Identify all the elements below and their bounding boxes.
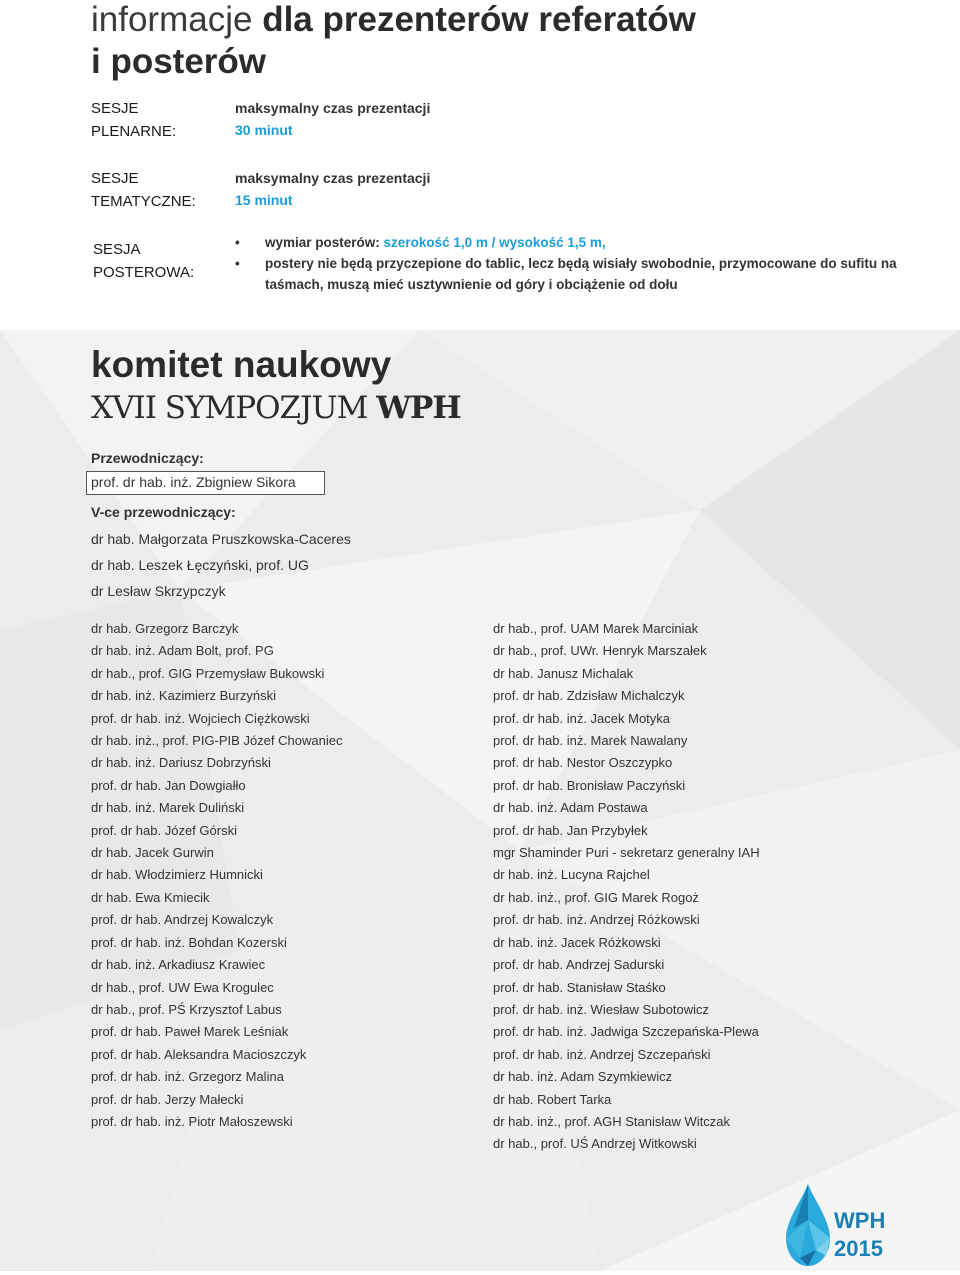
page-title-line2: i posterów: [91, 42, 267, 81]
symposium-title: XVII SYMPOZJUM WPH: [91, 390, 461, 426]
committee-title: komitet naukowy: [91, 344, 392, 385]
logo-text: WPH: [834, 1208, 886, 1233]
plenary-session-label: SESJE PLENARNE:: [91, 100, 177, 140]
list-item: dr hab., prof. UAM Marek Marciniak: [493, 621, 699, 636]
list-item: dr hab. Robert Tarka: [493, 1091, 612, 1107]
list-item: dr hab. inż. Lucyna Rajchel: [493, 867, 650, 883]
bullet-icon: •: [235, 256, 240, 271]
chair-label: Przewodniczący:: [91, 450, 204, 466]
list-item: prof. dr hab. Stanisław Staśko: [493, 979, 666, 995]
list-item: prof. dr hab. inż. Jacek Motyka: [493, 710, 671, 726]
list-item: prof. dr hab. Zdzisław Michalczyk: [493, 688, 685, 704]
list-item: prof. dr hab. inż. Marek Nawalany: [493, 733, 688, 749]
list-item: dr hab. Małgorzata Pruszkowska-Caceres: [91, 531, 351, 547]
thematic-session-label: SESJE TEMATYCZNE:: [91, 170, 196, 210]
members-list-right: [493, 618, 760, 1156]
list-item: dr hab., prof. GIG Przemysław Bukowski: [91, 665, 325, 681]
list-item: dr hab. inż. Marek Duliński: [91, 800, 245, 816]
list-item: • postery nie będą przyczepione do tablic, lecz będą wisiały swobodnie, przymocowane do sufitu na taśmach, muszą mieć usztywnienie od góry i obciążenie od dołu: [235, 253, 935, 295]
list-item: prof. dr hab. Jan Dowgiałło: [91, 777, 246, 793]
list-item: dr hab., prof. UWr. Henryk Marszałek: [493, 643, 707, 659]
members-list-left: [91, 618, 342, 1133]
list-item: prof. dr hab. Jan Przybyłek: [493, 822, 648, 838]
list-item: dr hab. Grzegorz Barczyk: [91, 621, 239, 636]
list-item: prof. dr hab. Paweł Marek Leśniak: [91, 1024, 289, 1040]
list-item: dr hab. Włodzimierz Humnicki: [91, 867, 263, 883]
water-drop-icon: [780, 1180, 890, 1270]
list-item: dr hab. inż. Jacek Różkowski: [493, 934, 661, 950]
vice-chair-label: V-ce przewodniczący:: [91, 504, 236, 520]
logo-year: 2015: [834, 1236, 883, 1261]
vice-chair-list: [91, 526, 351, 604]
bullet-icon: •: [235, 235, 240, 250]
list-item: prof. dr hab. inż. Andrzej Szczepański: [493, 1046, 711, 1062]
list-item: prof. dr hab. Aleksandra Macioszczyk: [91, 1046, 307, 1062]
list-item: dr hab. inż. Dariusz Dobrzyński: [91, 755, 271, 771]
poster-session-label: SESJA POSTEROWA:: [93, 241, 195, 281]
list-item: prof. dr hab. Nestor Oszczypko: [493, 755, 673, 771]
list-item: • wymiar posterów: szerokość 1,0 m / wysokość 1,5 m,: [235, 232, 935, 253]
list-item: prof. dr hab. Józef Górski: [91, 822, 237, 838]
list-item: dr hab. Leszek Łęczyński, prof. UG: [91, 557, 309, 573]
list-item: prof. dr hab. inż. Grzegorz Malina: [91, 1069, 284, 1085]
list-item: dr hab. inż. Arkadiusz Krawiec: [91, 957, 266, 973]
list-item: prof. dr hab. inż. Jadwiga Szczepańska-Plewa: [493, 1024, 759, 1040]
title-light: informacje: [91, 0, 253, 39]
chair-name: prof. dr hab. inż. Zbigniew Sikora: [91, 474, 296, 490]
thematic-session-time: 15 minut: [235, 192, 293, 208]
list-item: dr hab., prof. PŚ Krzysztof Labus: [91, 1001, 282, 1017]
wph-logo: [780, 1180, 890, 1270]
poster-session-rules: [235, 232, 935, 295]
list-item: prof. dr hab. inż. Wiesław Subotowicz: [493, 1001, 710, 1017]
plenary-session-time: 30 minut: [235, 122, 293, 138]
list-item: mgr Shaminder Puri - sekretarz generalny IAH: [493, 845, 760, 861]
list-item: dr hab. Janusz Michalak: [493, 665, 634, 681]
page-title: [91, 0, 696, 40]
list-item: prof. dr hab. inż. Piotr Małoszewski: [91, 1113, 293, 1129]
list-item: dr hab. inż., prof. AGH Stanisław Witczak: [493, 1113, 730, 1129]
list-item: dr hab., prof. UŚ Andrzej Witkowski: [493, 1136, 697, 1152]
list-item: dr hab. inż. Adam Bolt, prof. PG: [91, 643, 274, 659]
list-item: prof. dr hab. Andrzej Sadurski: [493, 957, 665, 973]
plenary-session-info: maksymalny czas prezentacji 30 minut: [235, 97, 430, 141]
title-bold: dla prezenterów referatów: [262, 0, 696, 39]
list-item: dr hab. inż. Adam Postawa: [493, 800, 648, 816]
list-item: dr Lesław Skrzypczyk: [91, 583, 226, 599]
list-item: prof. dr hab. inż. Andrzej Różkowski: [493, 912, 700, 928]
list-item: dr hab., prof. UW Ewa Krogulec: [91, 979, 274, 995]
list-item: prof. dr hab. Jerzy Małecki: [91, 1091, 244, 1107]
list-item: prof. dr hab. inż. Bohdan Kozerski: [91, 934, 287, 950]
list-item: prof. dr hab. Andrzej Kowalczyk: [91, 912, 274, 928]
list-item: dr hab. inż. Adam Szymkiewicz: [493, 1069, 673, 1085]
list-item: prof. dr hab. inż. Wojciech Ciężkowski: [91, 710, 310, 726]
list-item: dr hab. Ewa Kmiecik: [91, 889, 210, 905]
list-item: dr hab. inż., prof. GIG Marek Rogoż: [493, 889, 699, 905]
list-item: dr hab. Jacek Gurwin: [91, 845, 214, 861]
thematic-session-info: maksymalny czas prezentacji 15 minut: [235, 167, 430, 211]
list-item: dr hab. inż. Kazimierz Burzyński: [91, 688, 276, 704]
list-item: prof. dr hab. Bronisław Paczyński: [493, 777, 686, 793]
list-item: dr hab. inż., prof. PIG-PIB Józef Chowaniec: [91, 733, 343, 749]
